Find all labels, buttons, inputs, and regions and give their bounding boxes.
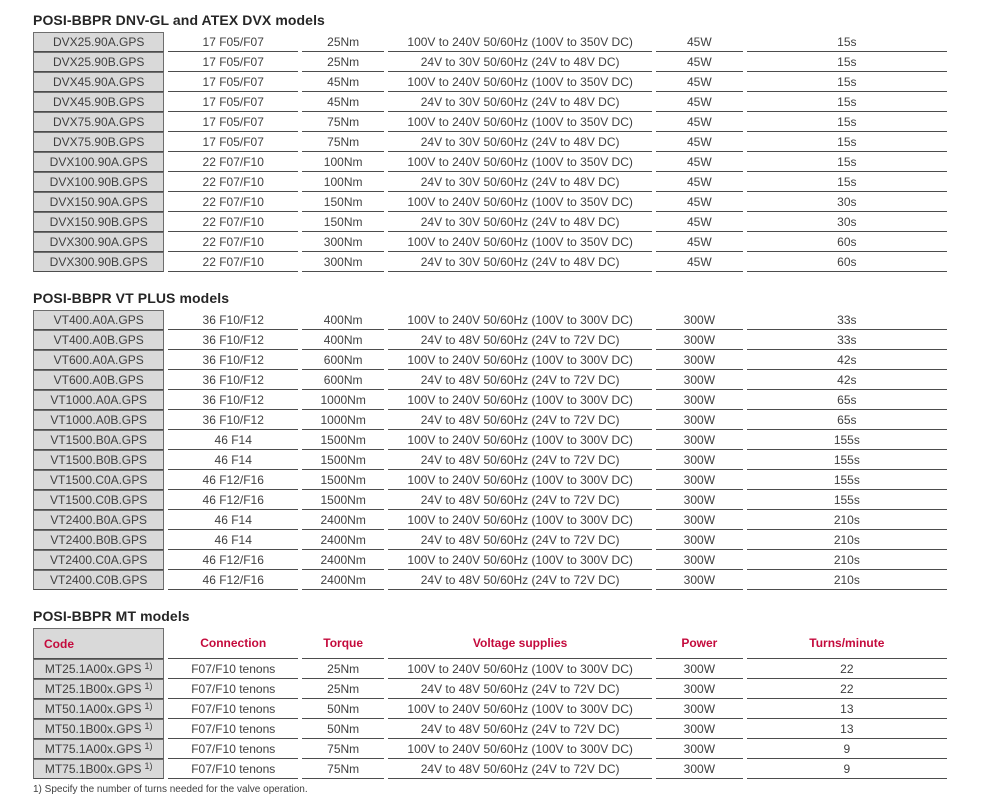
column-header: Code (33, 628, 164, 659)
model-code-cell (33, 232, 164, 252)
model-code-cell (33, 430, 164, 450)
spec-cell: 24V to 30V 50/60Hz (24V to 48V DC) (388, 252, 652, 272)
model-code-cell (33, 212, 164, 232)
spec-cell: 2400Nm (302, 550, 384, 570)
spec-cell: 210s (747, 510, 947, 530)
model-code-cell (33, 152, 164, 172)
spec-cell: 300W (656, 550, 743, 570)
spec-cell: 300W (656, 699, 743, 719)
spec-cell: 100V to 240V 50/60Hz (100V to 350V DC) (388, 112, 652, 132)
spec-cell: 300W (656, 739, 743, 759)
spec-cell: 46 F14 (168, 450, 298, 470)
spec-cell: 45W (656, 252, 743, 272)
model-code-cell (33, 330, 164, 350)
spec-cell: 300W (656, 759, 743, 779)
spec-cell: 100V to 240V 50/60Hz (100V to 300V DC) (388, 699, 652, 719)
table-row (33, 490, 947, 510)
model-code: VT400.A0B.GPS (53, 333, 144, 347)
model-code-cell (33, 550, 164, 570)
spec-cell: 300W (656, 410, 743, 430)
footnote-reference: 1) (144, 681, 153, 691)
spec-cell: 1500Nm (302, 490, 384, 510)
spec-cell: 24V to 48V 50/60Hz (24V to 72V DC) (388, 570, 652, 590)
spec-cell: 24V to 30V 50/60Hz (24V to 48V DC) (388, 212, 652, 232)
spec-cell: 45W (656, 32, 743, 52)
model-code: DVX75.90A.GPS (53, 115, 145, 129)
spec-cell: 36 F10/F12 (168, 410, 298, 430)
spec-cell: 300W (656, 350, 743, 370)
table-row (33, 759, 947, 779)
spec-cell: 24V to 48V 50/60Hz (24V to 72V DC) (388, 370, 652, 390)
column-header: Turns/minute (747, 628, 947, 659)
spec-cell: 13 (747, 699, 947, 719)
spec-cell: 100V to 240V 50/60Hz (100V to 350V DC) (388, 232, 652, 252)
section-title: POSI-BBPR VT PLUS models (33, 290, 230, 306)
model-code: VT1500.B0A.GPS (50, 433, 148, 447)
model-code: VT400.A0A.GPS (53, 313, 144, 327)
model-section (33, 290, 955, 590)
table-row (33, 232, 947, 252)
spec-cell: 300Nm (302, 232, 384, 252)
spec-cell: 1000Nm (302, 390, 384, 410)
spec-cell: 150Nm (302, 212, 384, 232)
spec-cell: 100V to 240V 50/60Hz (100V to 350V DC) (388, 72, 652, 92)
footnote-reference: 1) (144, 701, 153, 711)
spec-cell: 300W (656, 470, 743, 490)
model-code-cell (33, 679, 164, 699)
spec-cell: 9 (747, 739, 947, 759)
model-code: MT75.1A00x.GPS (44, 742, 142, 756)
spec-cell: 46 F12/F16 (168, 470, 298, 490)
model-code: DVX25.90A.GPS (53, 35, 145, 49)
spec-cell: 50Nm (302, 699, 384, 719)
table-row (33, 172, 947, 192)
spec-cell: 100Nm (302, 152, 384, 172)
spec-cell: 45W (656, 52, 743, 72)
spec-cell: 17 F05/F07 (168, 52, 298, 72)
footnote-reference: 1) (144, 721, 153, 731)
spec-cell: 15s (747, 172, 947, 192)
spec-cell: 42s (747, 350, 947, 370)
spec-cell: 100Nm (302, 172, 384, 192)
spec-cell: 17 F05/F07 (168, 92, 298, 112)
table-row (33, 370, 947, 390)
spec-cell: 22 F07/F10 (168, 152, 298, 172)
spec-cell: 65s (747, 410, 947, 430)
column-header: Voltage supplies (388, 628, 652, 659)
spec-cell: 46 F14 (168, 510, 298, 530)
spec-cell: 155s (747, 450, 947, 470)
spec-cell: 300W (656, 530, 743, 550)
spec-cell: 25Nm (302, 32, 384, 52)
model-code-cell (33, 172, 164, 192)
table-row (33, 192, 947, 212)
model-code-cell (33, 759, 164, 779)
spec-cell: 46 F12/F16 (168, 550, 298, 570)
model-code: VT600.A0A.GPS (53, 353, 144, 367)
spec-table (29, 310, 951, 590)
spec-cell: 155s (747, 490, 947, 510)
table-row (33, 112, 947, 132)
model-code: DVX100.90B.GPS (49, 175, 148, 189)
model-code: VT2400.B0A.GPS (50, 513, 148, 527)
spec-cell: 300W (656, 330, 743, 350)
table-row (33, 470, 947, 490)
model-code-cell (33, 310, 164, 330)
spec-cell: 36 F10/F12 (168, 330, 298, 350)
spec-cell: 100V to 240V 50/60Hz (100V to 300V DC) (388, 510, 652, 530)
model-sections-container (33, 12, 955, 779)
model-code-cell (33, 510, 164, 530)
spec-cell: 45W (656, 192, 743, 212)
spec-cell: 15s (747, 152, 947, 172)
model-code: MT75.1B00x.GPS (44, 762, 142, 776)
spec-cell: 33s (747, 330, 947, 350)
spec-cell: 15s (747, 112, 947, 132)
spec-cell: 24V to 30V 50/60Hz (24V to 48V DC) (388, 132, 652, 152)
model-code: MT50.1A00x.GPS (44, 702, 142, 716)
table-row (33, 330, 947, 350)
model-code: DVX150.90B.GPS (49, 215, 148, 229)
table-row (33, 450, 947, 470)
spec-cell: 22 F07/F10 (168, 212, 298, 232)
spec-cell: 9 (747, 759, 947, 779)
column-header-row (33, 628, 947, 659)
spec-cell: 100V to 240V 50/60Hz (100V to 350V DC) (388, 152, 652, 172)
table-row (33, 699, 947, 719)
spec-cell: 65s (747, 390, 947, 410)
spec-cell: 17 F05/F07 (168, 72, 298, 92)
model-code-cell (33, 132, 164, 152)
spec-cell: 46 F14 (168, 430, 298, 450)
spec-cell: 300W (656, 450, 743, 470)
model-code-cell (33, 659, 164, 679)
footnote: 1) Specify the number of turns needed for the valve operation. (33, 784, 308, 795)
spec-cell: F07/F10 tenons (168, 759, 298, 779)
spec-table-head (33, 628, 947, 659)
spec-cell: 45W (656, 172, 743, 192)
column-header: Torque (302, 628, 384, 659)
model-code: DVX100.90A.GPS (49, 155, 148, 169)
spec-cell: 24V to 30V 50/60Hz (24V to 48V DC) (388, 52, 652, 72)
spec-cell: 300W (656, 490, 743, 510)
spec-cell: 25Nm (302, 52, 384, 72)
spec-cell: 22 (747, 679, 947, 699)
model-code: VT1500.C0A.GPS (50, 473, 148, 487)
spec-cell: 30s (747, 212, 947, 232)
spec-cell: 17 F05/F07 (168, 32, 298, 52)
spec-table-body (33, 310, 947, 590)
spec-cell: 45W (656, 132, 743, 152)
table-row (33, 92, 947, 112)
spec-cell: 300W (656, 370, 743, 390)
spec-cell: 22 (747, 659, 947, 679)
model-code: VT1500.B0B.GPS (50, 453, 148, 467)
spec-cell: 300W (656, 570, 743, 590)
spec-cell: 33s (747, 310, 947, 330)
spec-cell: 24V to 48V 50/60Hz (24V to 72V DC) (388, 530, 652, 550)
spec-cell: 600Nm (302, 350, 384, 370)
model-code-cell (33, 410, 164, 430)
spec-cell: 300W (656, 430, 743, 450)
spec-cell: 25Nm (302, 659, 384, 679)
table-row (33, 72, 947, 92)
spec-cell: 25Nm (302, 679, 384, 699)
spec-cell: 300W (656, 719, 743, 739)
spec-cell: 100V to 240V 50/60Hz (100V to 300V DC) (388, 430, 652, 450)
spec-table (29, 32, 951, 272)
spec-cell: 75Nm (302, 132, 384, 152)
spec-cell: 24V to 48V 50/60Hz (24V to 72V DC) (388, 450, 652, 470)
footnote-reference: 1) (144, 761, 153, 771)
section-title: POSI-BBPR MT models (33, 608, 190, 624)
table-row (33, 739, 947, 759)
spec-cell: 17 F05/F07 (168, 112, 298, 132)
model-code-cell (33, 32, 164, 52)
spec-cell: F07/F10 tenons (168, 719, 298, 739)
spec-cell: 600Nm (302, 370, 384, 390)
spec-cell: 2400Nm (302, 570, 384, 590)
spec-cell: 36 F10/F12 (168, 350, 298, 370)
spec-cell: 75Nm (302, 112, 384, 132)
spec-cell: 45W (656, 232, 743, 252)
model-code: DVX45.90B.GPS (53, 95, 145, 109)
table-row (33, 310, 947, 330)
spec-cell: 24V to 48V 50/60Hz (24V to 72V DC) (388, 719, 652, 739)
spec-cell: 24V to 48V 50/60Hz (24V to 72V DC) (388, 759, 652, 779)
table-row (33, 410, 947, 430)
table-row (33, 212, 947, 232)
table-row (33, 252, 947, 272)
table-row (33, 52, 947, 72)
spec-cell: 15s (747, 92, 947, 112)
table-row (33, 679, 947, 699)
spec-cell: 45W (656, 112, 743, 132)
model-code-cell (33, 739, 164, 759)
spec-cell: 100V to 240V 50/60Hz (100V to 300V DC) (388, 350, 652, 370)
spec-cell: 300W (656, 659, 743, 679)
model-code-cell (33, 450, 164, 470)
table-row (33, 32, 947, 52)
model-code: VT1000.A0A.GPS (50, 393, 148, 407)
spec-cell: 42s (747, 370, 947, 390)
spec-cell: 22 F07/F10 (168, 192, 298, 212)
model-code-cell (33, 699, 164, 719)
spec-cell: F07/F10 tenons (168, 679, 298, 699)
spec-cell: 46 F14 (168, 530, 298, 550)
model-section (33, 608, 955, 779)
spec-cell: 45W (656, 72, 743, 92)
spec-cell: 210s (747, 550, 947, 570)
column-header: Connection (168, 628, 298, 659)
spec-cell: 45W (656, 152, 743, 172)
spec-cell: 300W (656, 310, 743, 330)
spec-cell: 1500Nm (302, 470, 384, 490)
model-code: DVX75.90B.GPS (53, 135, 145, 149)
table-row (33, 132, 947, 152)
spec-cell: 155s (747, 430, 947, 450)
spec-cell: 1500Nm (302, 430, 384, 450)
model-code-cell (33, 530, 164, 550)
spec-cell: 400Nm (302, 330, 384, 350)
model-code-cell (33, 92, 164, 112)
spec-cell: 46 F12/F16 (168, 490, 298, 510)
model-code-cell (33, 252, 164, 272)
spec-cell: 155s (747, 470, 947, 490)
spec-cell: 24V to 48V 50/60Hz (24V to 72V DC) (388, 410, 652, 430)
spec-cell: 300W (656, 390, 743, 410)
model-code: DVX300.90A.GPS (49, 235, 148, 249)
table-row (33, 350, 947, 370)
spec-table-body (33, 659, 947, 779)
spec-cell: 36 F10/F12 (168, 310, 298, 330)
model-code-cell (33, 370, 164, 390)
model-code-cell (33, 192, 164, 212)
spec-cell: 50Nm (302, 719, 384, 739)
spec-cell: 300W (656, 510, 743, 530)
column-header: Power (656, 628, 743, 659)
model-code: VT2400.B0B.GPS (50, 533, 148, 547)
spec-cell: 24V to 30V 50/60Hz (24V to 48V DC) (388, 92, 652, 112)
spec-cell: 45W (656, 92, 743, 112)
spec-cell: 22 F07/F10 (168, 252, 298, 272)
spec-cell: 45Nm (302, 72, 384, 92)
spec-cell: 60s (747, 232, 947, 252)
model-code-cell (33, 490, 164, 510)
spec-cell: 300W (656, 679, 743, 699)
spec-cell: 1500Nm (302, 450, 384, 470)
spec-cell: 1000Nm (302, 410, 384, 430)
spec-cell: 210s (747, 570, 947, 590)
spec-cell: 150Nm (302, 192, 384, 212)
model-code: DVX45.90A.GPS (53, 75, 145, 89)
section-title: POSI-BBPR DNV-GL and ATEX DVX models (33, 12, 325, 28)
table-row (33, 719, 947, 739)
model-code-cell (33, 52, 164, 72)
model-code: DVX25.90B.GPS (53, 55, 145, 69)
model-code-cell (33, 470, 164, 490)
spec-cell: 300Nm (302, 252, 384, 272)
model-code: MT50.1B00x.GPS (44, 722, 142, 736)
spec-cell: 45Nm (302, 92, 384, 112)
spec-cell: 15s (747, 72, 947, 92)
model-code: VT2400.C0A.GPS (50, 553, 148, 567)
spec-cell: 60s (747, 252, 947, 272)
spec-cell: 15s (747, 32, 947, 52)
spec-cell: F07/F10 tenons (168, 659, 298, 679)
model-code: VT600.A0B.GPS (53, 373, 144, 387)
spec-cell: 75Nm (302, 759, 384, 779)
table-row (33, 430, 947, 450)
spec-cell: 22 F07/F10 (168, 232, 298, 252)
model-code: VT1000.A0B.GPS (50, 413, 148, 427)
table-row (33, 152, 947, 172)
spec-cell: 100V to 240V 50/60Hz (100V to 300V DC) (388, 550, 652, 570)
spec-cell: 17 F05/F07 (168, 132, 298, 152)
model-code-cell (33, 719, 164, 739)
spec-cell: F07/F10 tenons (168, 739, 298, 759)
spec-cell: 100V to 240V 50/60Hz (100V to 300V DC) (388, 470, 652, 490)
table-row (33, 530, 947, 550)
spec-cell: 24V to 30V 50/60Hz (24V to 48V DC) (388, 172, 652, 192)
model-code: DVX300.90B.GPS (49, 255, 148, 269)
spec-cell: 100V to 240V 50/60Hz (100V to 300V DC) (388, 390, 652, 410)
spec-table (29, 628, 951, 779)
spec-cell: 210s (747, 530, 947, 550)
spec-cell: 2400Nm (302, 510, 384, 530)
spec-cell: 36 F10/F12 (168, 370, 298, 390)
spec-cell: 45W (656, 212, 743, 232)
model-code: VT1500.C0B.GPS (50, 493, 148, 507)
spec-cell: 100V to 240V 50/60Hz (100V to 300V DC) (388, 659, 652, 679)
footnote-reference: 1) (144, 661, 153, 671)
table-row (33, 570, 947, 590)
model-code-cell (33, 112, 164, 132)
table-row (33, 659, 947, 679)
spec-cell: 36 F10/F12 (168, 390, 298, 410)
table-row (33, 510, 947, 530)
spec-cell: 24V to 48V 50/60Hz (24V to 72V DC) (388, 679, 652, 699)
footnote-reference: 1) (144, 741, 153, 751)
spec-cell: 15s (747, 52, 947, 72)
model-code-cell (33, 350, 164, 370)
model-code-cell (33, 72, 164, 92)
spec-cell: 100V to 240V 50/60Hz (100V to 350V DC) (388, 32, 652, 52)
spec-cell: 15s (747, 132, 947, 152)
spec-cell: 22 F07/F10 (168, 172, 298, 192)
spec-cell: 400Nm (302, 310, 384, 330)
spec-cell: 13 (747, 719, 947, 739)
table-row (33, 550, 947, 570)
spec-cell: 46 F12/F16 (168, 570, 298, 590)
spec-cell: 75Nm (302, 739, 384, 759)
spec-cell: 100V to 240V 50/60Hz (100V to 300V DC) (388, 739, 652, 759)
model-code: DVX150.90A.GPS (49, 195, 148, 209)
spec-cell: F07/F10 tenons (168, 699, 298, 719)
table-row (33, 390, 947, 410)
model-code: MT25.1A00x.GPS (44, 662, 142, 676)
spec-cell: 24V to 48V 50/60Hz (24V to 72V DC) (388, 330, 652, 350)
spec-cell: 24V to 48V 50/60Hz (24V to 72V DC) (388, 490, 652, 510)
model-code: MT25.1B00x.GPS (44, 682, 142, 696)
spec-cell: 100V to 240V 50/60Hz (100V to 300V DC) (388, 310, 652, 330)
spec-cell: 100V to 240V 50/60Hz (100V to 350V DC) (388, 192, 652, 212)
model-code-cell (33, 390, 164, 410)
spec-cell: 30s (747, 192, 947, 212)
model-code-cell (33, 570, 164, 590)
spec-cell: 2400Nm (302, 530, 384, 550)
model-code: VT2400.C0B.GPS (50, 573, 148, 587)
model-section (33, 12, 955, 272)
spec-table-body (33, 32, 947, 272)
